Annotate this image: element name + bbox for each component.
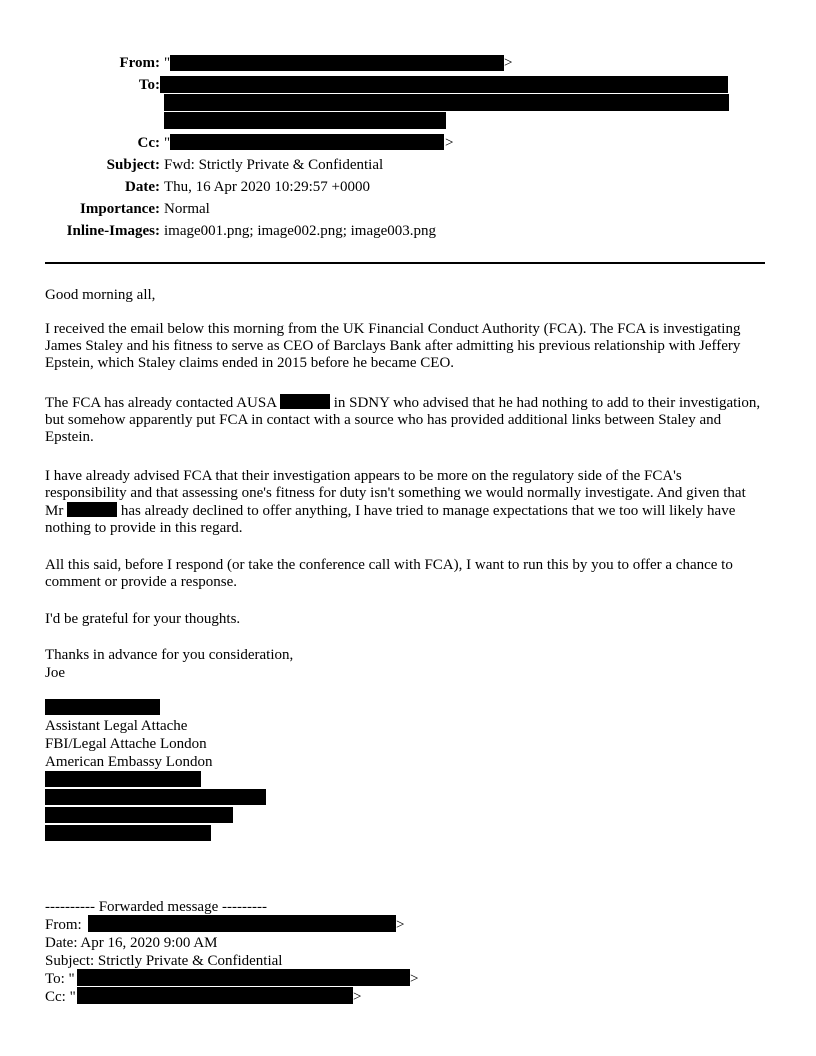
fwd-date-line: Date: Apr 16, 2020 9:00 AM <box>45 935 218 951</box>
importance-label: Importance: <box>80 201 160 217</box>
paragraph-5: I'd be grateful for your thoughts. <box>45 611 241 627</box>
paragraph-4: All this said, before I respond (or take the conference call with FCA), I want to run this by you to offer a chance to comment or provide a response. <box>45 557 733 590</box>
paragraph-3: I have already advised FCA that their investigation appears to be more on the regulatory side of the FCA's responsibility and that assessing one's fitness for duty isn't something we would normally investigate. And given that Mr has already declined to offer anything, I have tried to manage expectations that we too will likely have nothing to provide in this regard. <box>45 468 746 536</box>
signature-office: FBI/Legal Attache London <box>45 736 207 752</box>
sign-name: Joe <box>45 665 65 681</box>
redaction-box <box>45 771 201 787</box>
redaction-box <box>67 502 117 517</box>
redaction-box <box>170 55 504 71</box>
redaction-box <box>45 699 160 715</box>
to-label: To: <box>138 77 160 93</box>
cc-label: Cc: <box>137 135 160 151</box>
greeting: Good morning all, <box>45 287 156 303</box>
redaction-box <box>280 394 330 409</box>
closing: Thanks in advance for you consideration, <box>45 647 294 663</box>
signature-location: American Embassy London <box>45 754 213 770</box>
importance-value: Normal <box>164 201 210 217</box>
inline-images-value: image001.png; image002.png; image003.png <box>164 223 437 239</box>
fwd-subject-line: Subject: Strictly Private & Confidential <box>45 953 283 969</box>
signature-title: Assistant Legal Attache <box>45 718 188 734</box>
fwd-cc-suffix: > <box>353 989 362 1005</box>
fwd-to-suffix: > <box>410 971 419 987</box>
paragraph-1: I received the email below this morning from the UK Financial Conduct Authority (FCA). The FCA is investigating James Staley and his fitness to serve as CEO of Barclays Bank after admitting his previous relationship with Jeffery Epstein, which Staley claims ended in 2015 before he became CEO. <box>45 321 741 371</box>
from-prefix: " <box>164 55 171 71</box>
redaction-box <box>164 94 729 111</box>
redaction-box <box>160 76 728 93</box>
fwd-from-label: From: <box>45 917 82 933</box>
redaction-box <box>45 807 233 823</box>
from-suffix: > <box>504 55 513 71</box>
cc-suffix: > <box>445 135 454 151</box>
date-label: Date: <box>125 179 160 195</box>
redaction-box <box>170 134 444 150</box>
header-divider <box>45 262 765 264</box>
date-value: Thu, 16 Apr 2020 10:29:57 +0000 <box>164 179 370 195</box>
redaction-box <box>45 789 266 805</box>
fwd-cc-label: Cc: " <box>45 989 76 1005</box>
redaction-box <box>77 969 410 986</box>
redaction-box <box>164 112 446 129</box>
redaction-box <box>88 915 396 932</box>
redaction-box <box>45 825 211 841</box>
fwd-from-suffix: > <box>396 917 405 933</box>
paragraph-2: The FCA has already contacted AUSA in SDNY who advised that he had nothing to add to their investigation, but somehow apparently put FCA in contact with a source who has provided additional links between Staley and Epstein. <box>45 395 761 445</box>
subject-label: Subject: <box>106 157 160 173</box>
inline-images-label: Inline-Images: <box>66 223 160 239</box>
fwd-to-label: To: " <box>45 971 75 987</box>
from-label: From: <box>119 55 160 71</box>
cc-prefix: " <box>164 135 171 151</box>
forwarded-divider: ---------- Forwarded message --------- <box>45 899 267 915</box>
redaction-box <box>77 987 353 1004</box>
subject-value: Fwd: Strictly Private & Confidential <box>164 157 384 173</box>
